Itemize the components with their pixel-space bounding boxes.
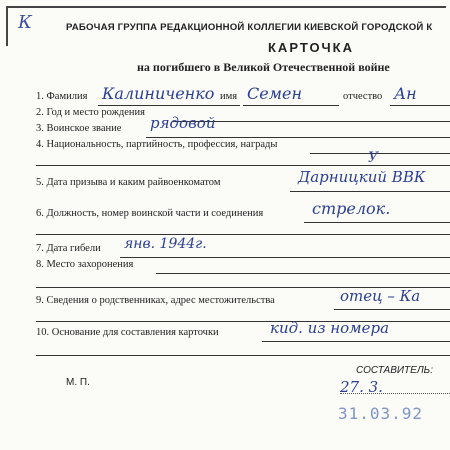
field-5-line [290, 191, 450, 192]
field-1-patronymic-value: Ан [394, 84, 417, 103]
field-1-name-line [243, 105, 339, 106]
field-1-name-label: имя [220, 91, 238, 102]
field-3-value: рядовой [150, 114, 216, 132]
stamp-label: М. П. [66, 377, 90, 388]
field-3-label: 3. Воинское звание [36, 123, 122, 134]
corner-mark: К [18, 12, 32, 33]
card-title: КАРТОЧКА [268, 40, 355, 55]
field-10-line-b [36, 355, 450, 356]
field-7-line [120, 257, 450, 258]
field-10-value: кид. из номера [270, 319, 390, 337]
field-6-value: стрелок. [312, 199, 391, 218]
field-1-patronymic-label: отчество [343, 91, 383, 102]
field-5-annotation: У [368, 150, 379, 166]
field-1-name-value: Семен [247, 84, 302, 103]
card-frame-top [6, 6, 446, 8]
field-6-label: 6. Должность, номер воинской части и соединения [36, 208, 264, 219]
field-10-line-a [262, 341, 450, 342]
field-1-surname-value: Калиниченко [102, 84, 215, 103]
field-3-line [146, 137, 450, 138]
field-9-value: отец – Ка [340, 287, 421, 305]
field-1-patronymic-line [390, 105, 450, 106]
composer-label: СОСТАВИТЕЛЬ: [356, 365, 433, 376]
field-4-label: 4. Национальность, партийность, профессия, награды [36, 139, 278, 150]
field-9-line-a [334, 309, 450, 310]
card-subtitle: на погибшего в Великой Отечественной войне [137, 60, 390, 74]
field-8-label: 8. Место захоронения [36, 259, 134, 270]
card-frame-left [6, 6, 8, 46]
field-8-line-a [156, 273, 450, 274]
field-2-label: 2. Год и место рождения [36, 107, 145, 118]
field-6-line-b [36, 234, 450, 235]
handwritten-date: 27. 3. [340, 378, 383, 396]
field-7-value: янв. 1944г. [124, 236, 207, 252]
organization-line: РАБОЧАЯ ГРУППА РЕДАКЦИОННОЙ КОЛЛЕГИИ КИЕВСКОЙ ГОРОДСКОЙ К [66, 22, 433, 33]
field-5-value: Дарницкий ВВК [298, 168, 426, 186]
field-4-line-a [310, 153, 450, 154]
field-1-surname-line [98, 105, 240, 106]
field-9-label: 9. Сведения о родственниках, адрес местожительства [36, 295, 275, 306]
field-5-label: 5. Дата призыва и каким райвоенкоматом [36, 177, 221, 188]
field-7-label: 7. Дата гибели [36, 243, 101, 254]
date-stamp: 31.03.92 [338, 404, 424, 423]
field-6-line-a [304, 222, 450, 223]
field-10-label: 10. Основание для составления карточки [36, 327, 219, 338]
field-1-surname-label: 1. Фамилия [36, 91, 88, 102]
field-4-line-b [36, 165, 450, 166]
